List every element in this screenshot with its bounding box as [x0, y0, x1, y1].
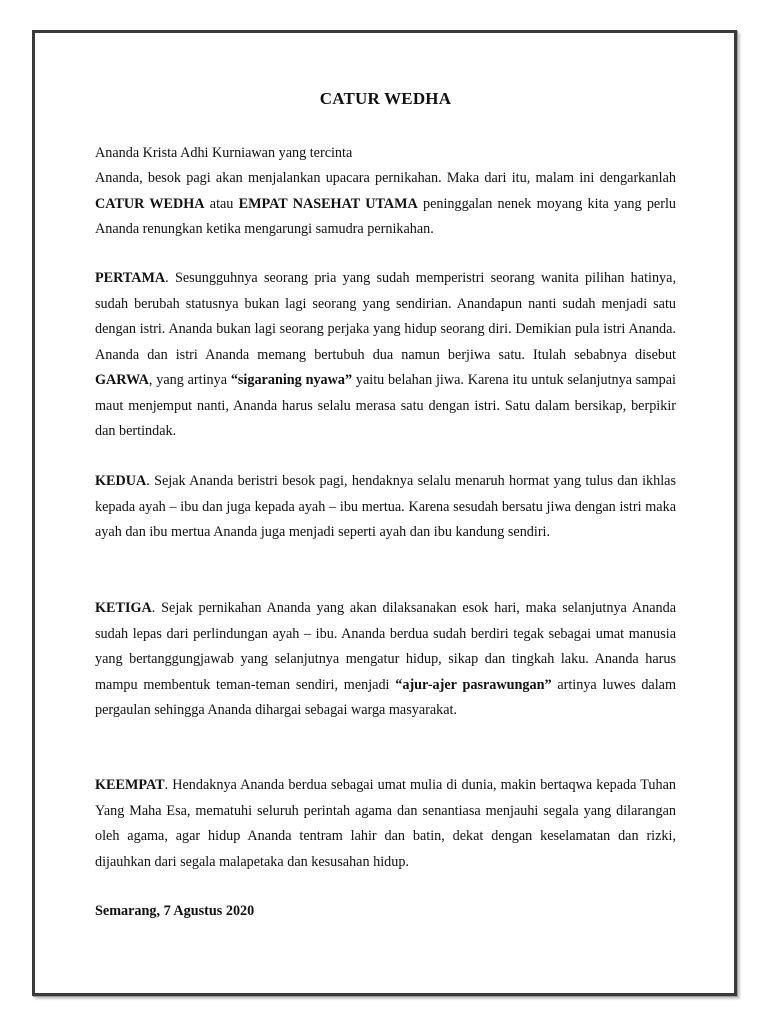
paragraph-label: KEEMPAT	[95, 777, 165, 793]
paragraph-text: . Sejak pernikahan Ananda yang akan dilaksanakan esok hari, maka selanjutnya Ananda sudah lepas dari perlindungan ayah – ibu. Ananda berdua sudah berdiri tegak sebagai umat manusia yang bertanggungjawab yang selanjutnya mengatur hidup, sikap dan tingkah laku. Ananda harus mampu membentuk teman-teman sendiri, menjadi	[95, 600, 676, 693]
paragraph-label: KEDUA	[95, 473, 147, 489]
greeting: Ananda Krista Adhi Kurniawan yang tercinta	[95, 145, 353, 161]
intro-text: peninggalan nenek moyang kita yang perlu Ananda renungkan ketika mengarungi samudra pernikahan.	[95, 195, 676, 237]
paragraph-label: KETIGA	[95, 600, 152, 616]
paragraph-ketiga	[95, 596, 676, 724]
document-title: CATUR WEDHA	[319, 89, 452, 108]
intro-paragraph	[95, 166, 676, 243]
paragraph-pertama	[95, 266, 676, 445]
intro-bold-empat-nasehat: EMPAT NASEHAT UTAMA	[238, 195, 418, 212]
paragraph-keempat	[95, 773, 676, 875]
paragraph-text: . Hendaknya Ananda berdua sebagai umat mulia di dunia, makin bertaqwa kepada Tuhan Yang Maha Esa, mematuhi seluruh perintah agama dan senantiasa menjauhi segala yang dilarangan oleh agama, agar hidup Ananda tentram lahir dan batin, dekat dengan keselamatan dan rizki, dijauhkan dari segala malapetaka dan kesusahan hidup.	[95, 777, 676, 870]
paragraph-text: . Sesungguhnya seorang pria yang sudah memperistri seorang wanita pilihan hatinya, sudah berubah statusnya bukan lagi seorang yang sendirian. Anandapun nanti sudah menjadi satu dengan istri. Ananda bukan lagi seorang perjaka yang hidup seorang diri. Demikian pula istri Ananda. Ananda dan istri Ananda memang bertubuh dua namun berjiwa satu. Itulah sebabnya disebut	[95, 270, 676, 363]
intro-text: Ananda, besok pagi akan menjalankan upacara pernikahan. Maka dari itu, malam ini dengarkanlah	[95, 170, 676, 186]
signature-place-date: Semarang, 7 Agustus 2020	[95, 903, 255, 919]
document-page	[32, 30, 737, 996]
paragraph-text: . Sejak Ananda beristri besok pagi, hendaknya selalu menaruh hormat yang tulus dan ikhlas kepada ayah – ibu dan juga kepada ayah – ibu mertua. Karena sesudah bersatu jiwa dengan istri maka ayah dan ibu mertua Ananda juga menjadi seperti ayah dan ibu kandung sendiri.	[95, 473, 676, 540]
paragraph-text: , yang artinya	[148, 372, 231, 388]
intro-bold-catur-wedha: CATUR WEDHA	[95, 195, 205, 212]
paragraph-kedua	[95, 469, 676, 546]
intro-text: atau	[204, 195, 239, 212]
bold-term-ajur-ajer: “ajur-ajer pasrawungan”	[395, 676, 552, 693]
paragraph-label: PERTAMA	[95, 270, 166, 286]
paragraph-text: artinya luwes dalam pergaulan sehingga Ananda dihargai sebagai warga masyarakat.	[95, 676, 676, 718]
bold-term-garwa: GARWA	[95, 372, 149, 388]
paragraph-text: yaitu belahan jiwa. Karena itu untuk selanjutnya sampai maut menjemput nanti, Ananda harus selalu merasa satu dengan istri. Satu dalam bersikap, berpikir dan bertindak.	[95, 372, 676, 439]
bold-term-sigaraning-nyawa: “sigaraning nyawa”	[230, 372, 353, 388]
